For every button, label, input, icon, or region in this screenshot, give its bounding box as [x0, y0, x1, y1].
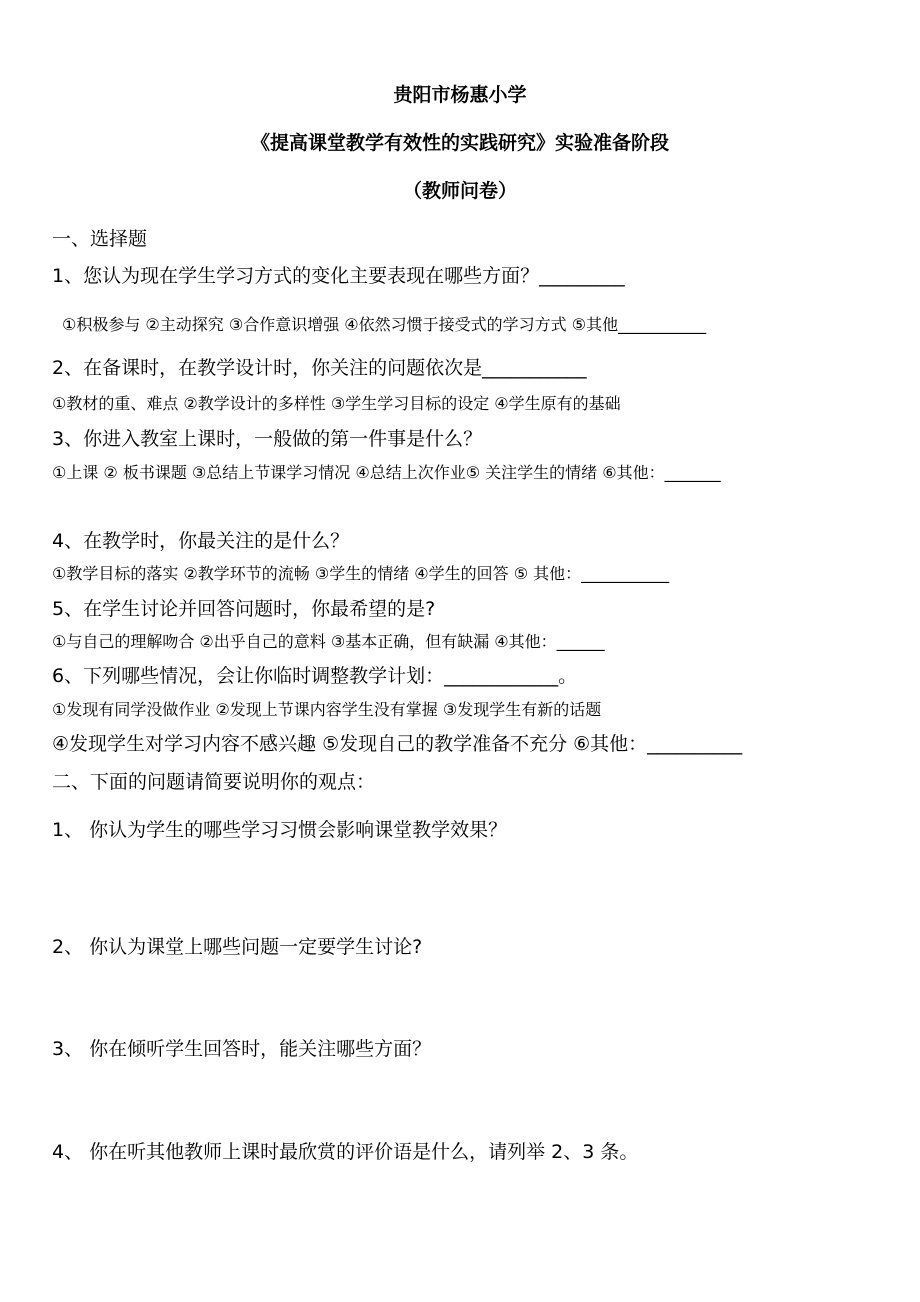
question-4-options: ①教学目标的落实 ②教学环节的流畅 ③学生的情绪 ④学生的回答 ⑤ 其他：___________ — [52, 564, 670, 583]
question-5-options: ①与自己的理解吻合 ②出乎自己的意料 ③基本正确，但有缺漏 ④其他：______ — [52, 632, 605, 651]
question-1: 1、您认为现在学生学习方式的变化主要表现在哪些方面？_________ — [52, 265, 625, 287]
open-question-2: 2、 你认为课堂上哪些问题一定要学生讨论? — [52, 936, 423, 958]
question-2-options: ①教材的重、难点 ②教学设计的多样性 ③学生学习目标的设定 ④学生原有的基础 — [52, 394, 621, 413]
question-5: 5、在学生讨论并回答问题时，你最希望的是? — [52, 598, 436, 620]
school-name: 贵阳市杨惠小学 — [393, 84, 527, 106]
open-question-3: 3、 你在倾听学生回答时，能关注哪些方面？ — [52, 1038, 432, 1060]
question-4: 4、在教学时，你最关注的是什么？ — [52, 530, 350, 552]
section-1-title: 一、选择题 — [52, 228, 148, 250]
question-3: 3、你进入教室上课时，一般做的第一件事是什么？ — [52, 428, 483, 450]
question-6: 6、下列哪些情况，会让你临时调整教学计划：____________。 — [52, 665, 578, 687]
question-3-options: ①上课 ② 板书课题 ③总结上节课学习情况 ④总结上次作业⑤ 关注学生的情绪 ⑥其他：_______ — [52, 463, 721, 482]
project-title: 《提高课堂教学有效性的实践研究》实验准备阶段 — [250, 132, 669, 154]
question-2: 2、在备课时，在教学设计时，你关注的问题依次是___________ — [52, 357, 587, 379]
open-question-4: 4、 你在听其他教师上课时最欣赏的评价语是什么，请列举 2、3 条。 — [52, 1141, 639, 1163]
questionnaire-subtitle: （教师问卷） — [402, 180, 517, 202]
question-6-options-line-1: ①发现有同学没做作业 ②发现上节课内容学生没有掌握 ③发现学生有新的话题 — [52, 700, 602, 719]
section-2-title: 二、下面的问题请简要说明你的观点： — [52, 771, 376, 793]
open-question-1: 1、 你认为学生的哪些学习习惯会影响课堂教学效果？ — [52, 819, 508, 841]
question-6-options-line-2: ④发现学生对学习内容不感兴趣 ⑤发现自己的教学准备不充分 ⑥其他：__________ — [52, 733, 743, 755]
question-1-options: ①积极参与 ②主动探究 ③合作意识增强 ④依然习惯于接受式的学习方式 ⑤其他___________ — [62, 315, 707, 334]
